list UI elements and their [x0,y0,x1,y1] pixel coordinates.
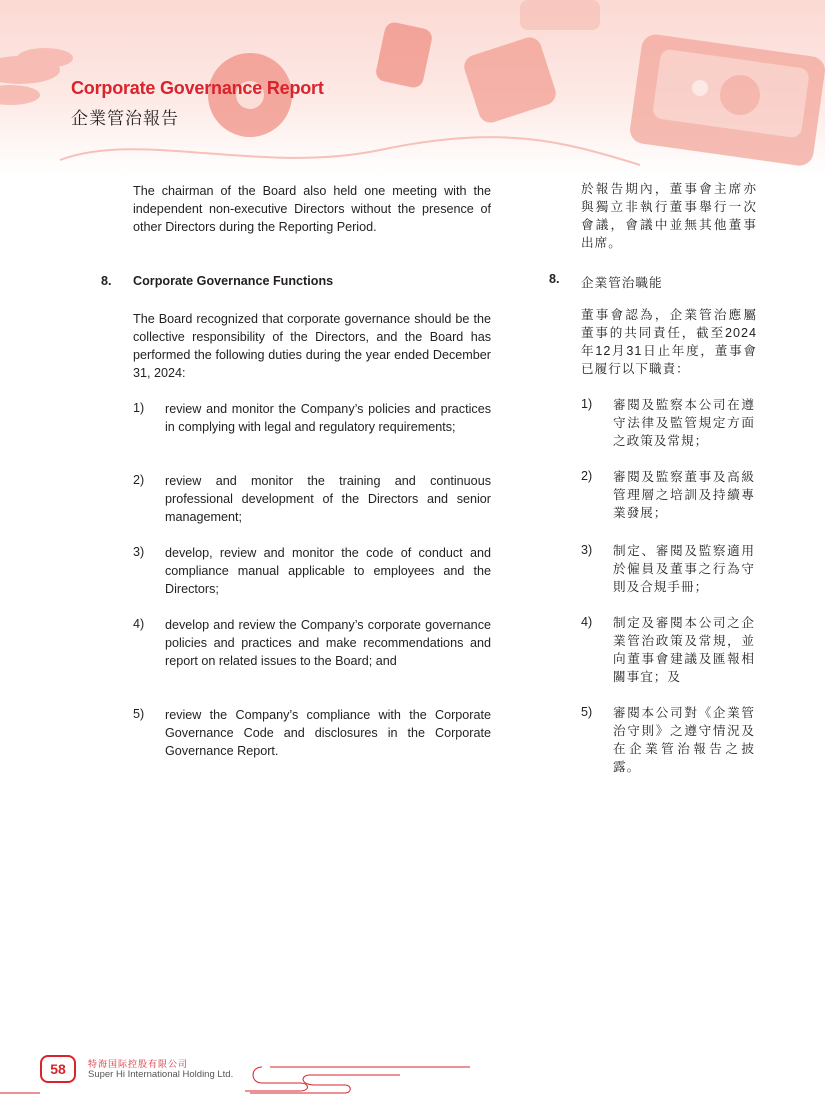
section-number-cn: 8. [549,272,560,286]
lead-paragraph-cn: 董事會認為，企業管治應屬董事的共同責任，截至2024年12月31日止年度，董事會已履行以下職責： [581,308,757,376]
list-item-cn: 制定及審閱本公司之企業管治政策及常規，並向董事會建議及匯報相關事宜；及 [613,616,755,684]
list-item-cn: 審閱及監察董事及高級管理層之培訓及持續專業發展； [613,470,755,520]
intro-paragraph-en: The chairman of the Board also held one meeting with the independent non-executive Directors without the presence of other Directors during the Reporting Period. [133,184,491,234]
hotpot-tray-illustration [628,33,825,168]
page-title-en: Corporate Governance Report [71,78,324,98]
list-item-cn: 制定、審閱及監察適用於僱員及董事之行為守則及合規手冊； [613,544,755,594]
list-item-cn: 審閱及監察本公司在遵守法律及監管規定方面之政策及常規； [613,398,755,448]
list-item-cn: 審閱本公司對《企業管治守則》之遵守情況及在企業管治報告之披露。 [613,706,755,774]
list-item-number-en: 5) [133,707,145,721]
list-item-en: develop, review and monitor the code of conduct and compliance manual applicable to employees and the Directors; [165,546,491,596]
list-item-number-cn: 5) [581,705,593,719]
list-item-number-en: 3) [133,545,145,559]
pine-branch-illustration [0,48,73,105]
list-item-number-cn: 2) [581,469,593,483]
page-number: 58 [40,1055,76,1083]
list-item-number-en: 2) [133,473,145,487]
food-illustration [208,0,600,137]
list-item-number-en: 4) [133,617,145,631]
section-heading-cn: 企業管治職能 [581,276,663,290]
company-name-cn: 特海国际控股有限公司 [88,1059,189,1069]
list-item-number-cn: 4) [581,615,593,629]
section-number-en: 8. [101,274,112,288]
section-heading-en: Corporate Governance Functions [133,274,334,288]
intro-paragraph-cn: 於報告期內，董事會主席亦與獨立非執行董事舉行一次會議，會議中並無其他董事出席。 [581,182,757,250]
list-item-number-cn: 1) [581,397,593,411]
list-item-number-en: 1) [133,401,145,415]
lead-paragraph-en: The Board recognized that corporate governance should be the collective responsibility of the Directors, and the Board has performed the following duties during the year ended December 31, 2024: [133,312,491,380]
list-item-en: review and monitor the training and continuous professional development of the Directors and senior management; [165,474,491,524]
list-item-en: develop and review the Company’s corporate governance policies and practices and make recommendations and report on related issues to the Board; and [165,618,491,668]
list-item-number-cn: 3) [581,543,593,557]
page-title-cn: 企業管治報告 [71,109,179,128]
company-name-en: Super Hi International Holding Ltd. [88,1069,234,1080]
list-item-en: review the Company’s compliance with the Corporate Governance Code and disclosures in the Corporate Governance Report. [165,708,491,758]
list-item-en: review and monitor the Company’s policies and practices in complying with legal and regulatory requirements; [165,402,491,434]
